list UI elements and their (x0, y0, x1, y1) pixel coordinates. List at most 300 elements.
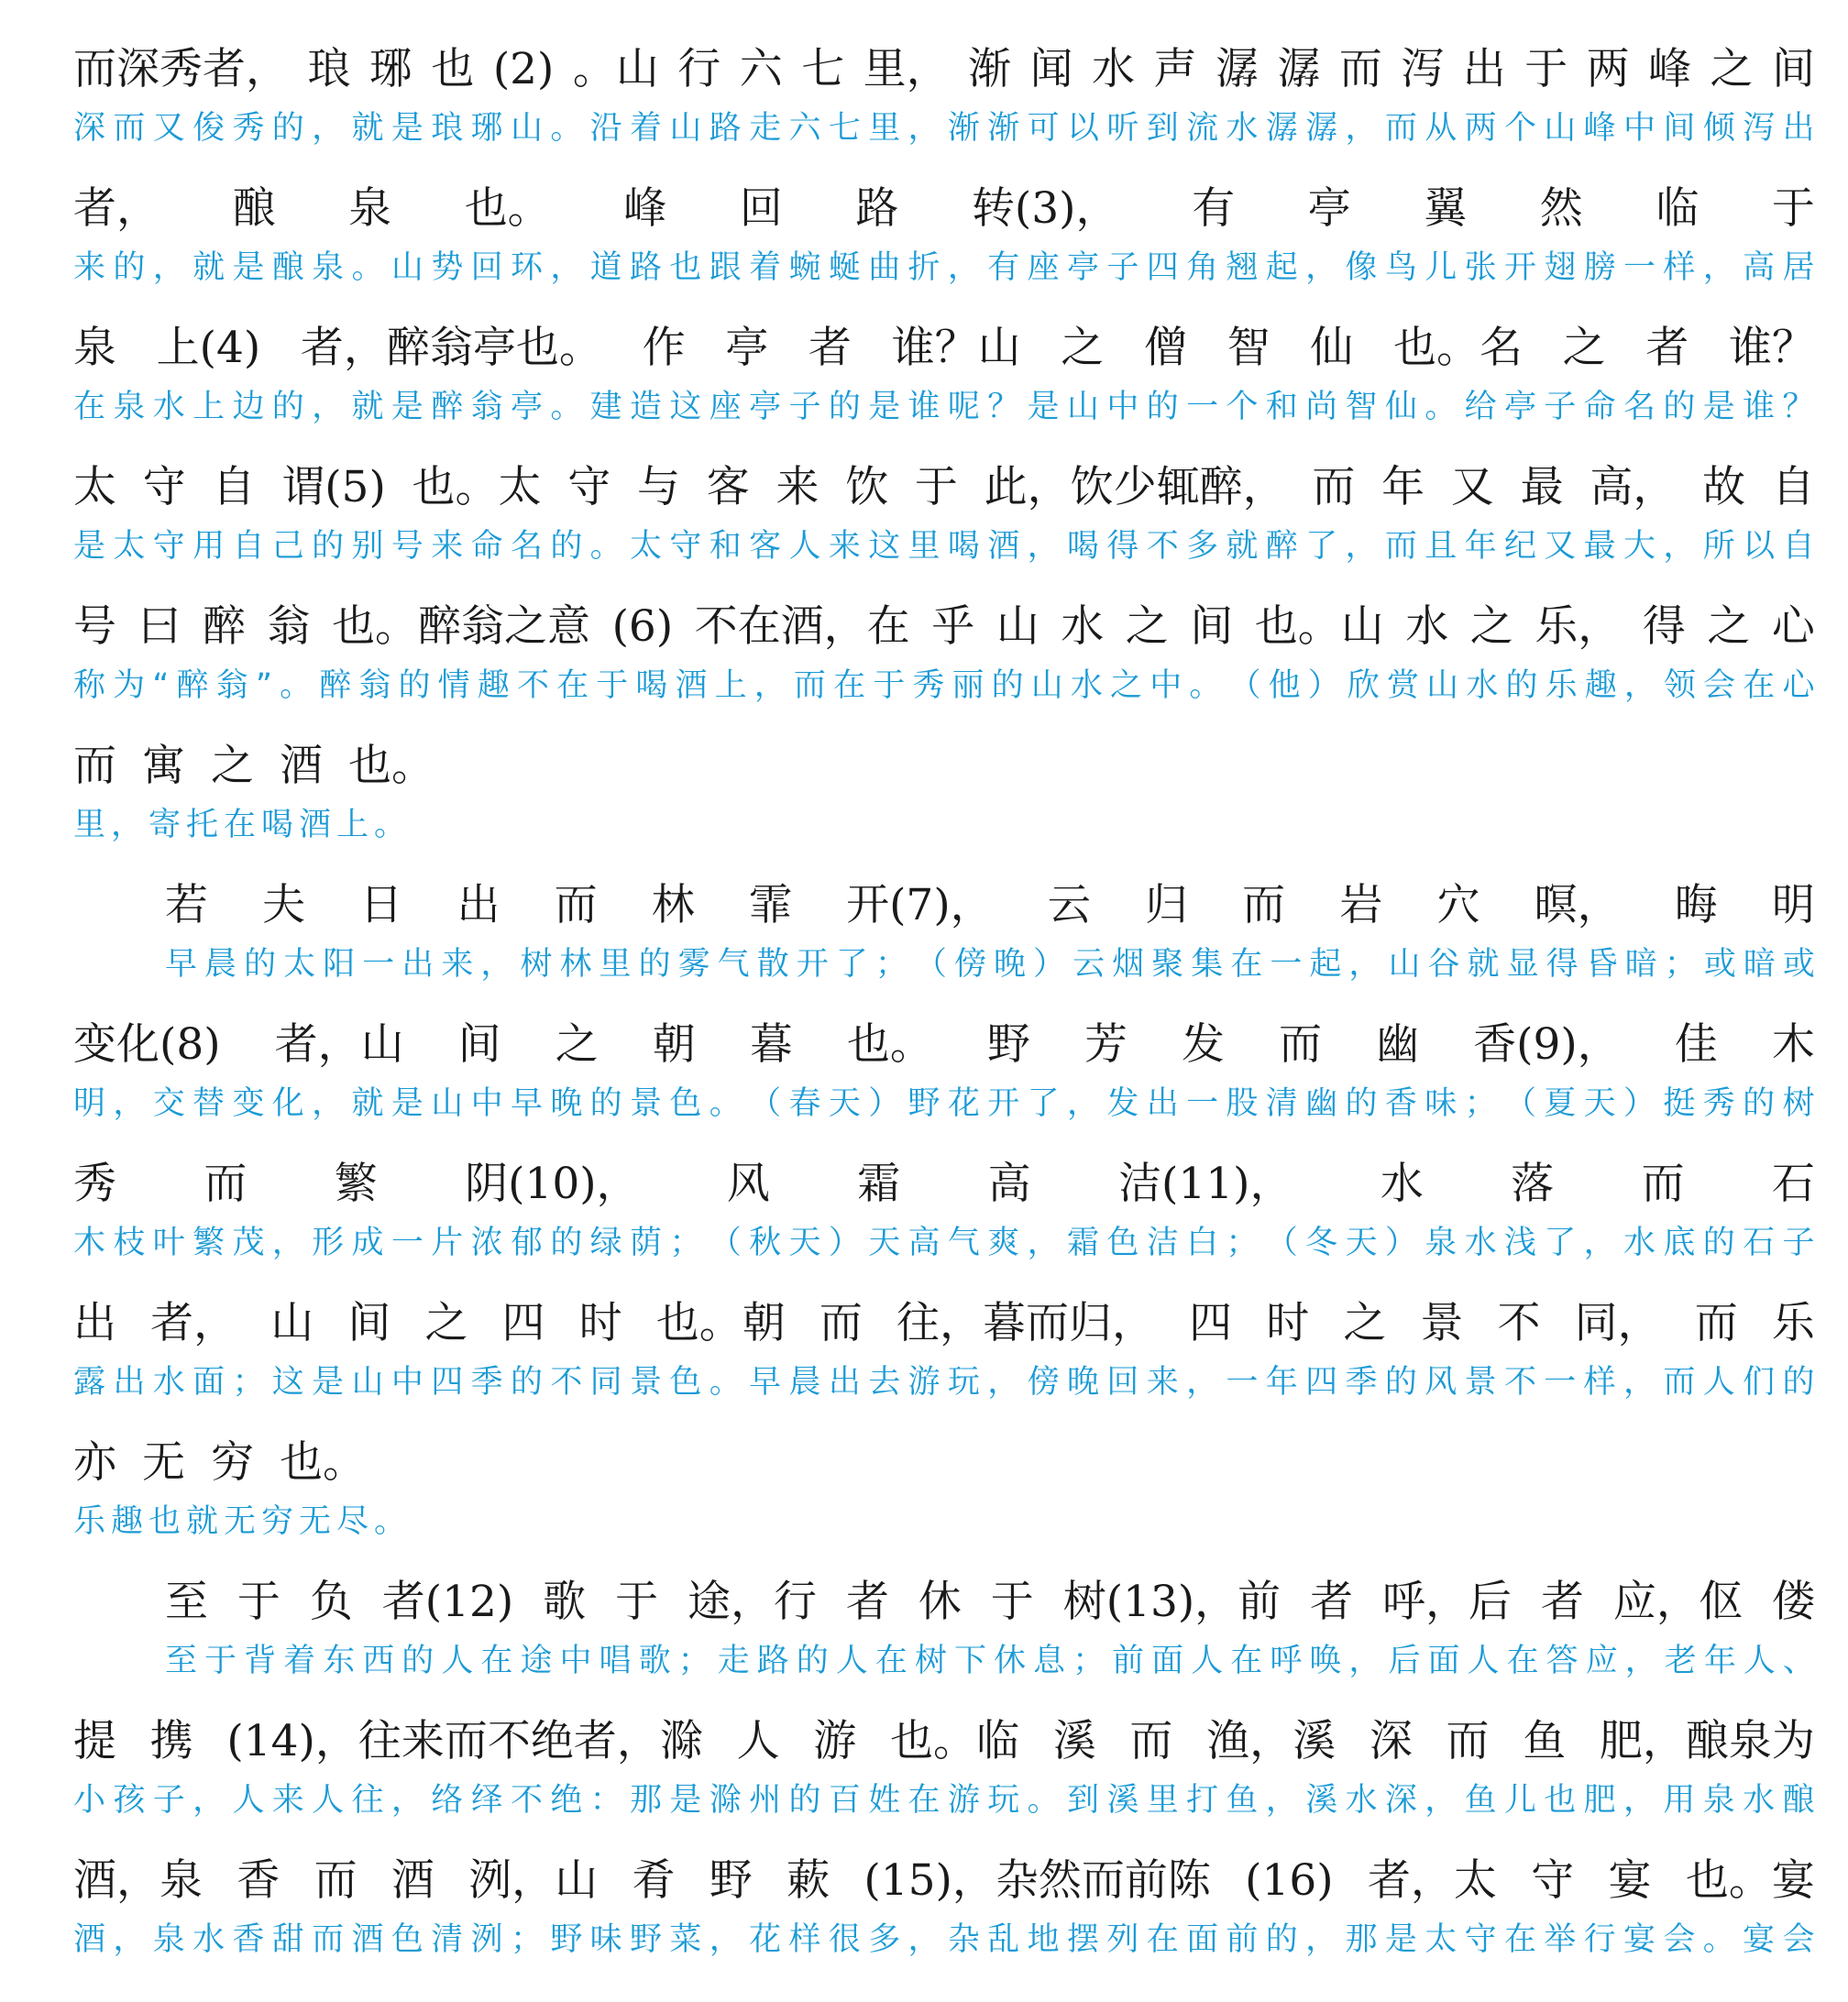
translation-char: 就 (1467, 946, 1500, 983)
original-segment: 智 (1226, 323, 1270, 373)
translation-char: 。 (1424, 389, 1458, 425)
translation-char: 七 (828, 110, 861, 147)
translation-char: 的 (510, 1364, 543, 1401)
translation-char: 茂 (232, 1225, 265, 1261)
translation-char: 和 (1265, 389, 1298, 425)
translation-char: 仙 (1384, 389, 1417, 425)
line-pair (73, 1569, 1815, 1687)
translation-char: ？ (987, 389, 1020, 425)
translation-char: 是 (1702, 389, 1735, 425)
translation-char: 沿 (589, 110, 622, 147)
translation-char: 子 (1106, 249, 1139, 286)
translation-char: 行 (1583, 1921, 1616, 1958)
translation-char: ， (113, 1921, 146, 1958)
original-segment: 不在酒，在 (694, 601, 910, 652)
translation-char: 到 (1146, 110, 1179, 147)
translation-char: ） (1384, 1225, 1417, 1261)
translation-char: 早 (749, 1364, 782, 1401)
translation-char: 琊 (470, 110, 503, 147)
translation-char: 云 (1072, 946, 1106, 983)
translation-char: 成 (351, 1225, 384, 1261)
translation-char: 答 (1546, 1643, 1578, 1679)
original-segment: 深 (1369, 1716, 1413, 1766)
translation-char: 他 (1268, 667, 1301, 704)
original-segment: 于 (990, 1577, 1034, 1627)
translation-char: 而 (1384, 528, 1417, 565)
translation-char: 和 (709, 528, 742, 565)
translation-char: 山 (390, 249, 424, 286)
translation-char: 后 (1388, 1643, 1421, 1679)
translation-char: 景 (1464, 1364, 1497, 1401)
translation-line (73, 1078, 1815, 1129)
translation-char: 也 (669, 249, 702, 286)
translation-char: 甜 (271, 1921, 304, 1958)
translation-char: 树 (520, 946, 553, 983)
translation-char: 霜 (1066, 1225, 1099, 1261)
translation-char: 一 (362, 946, 395, 983)
translation-char: 于 (204, 1643, 237, 1679)
translation-char: 鱼 (1464, 1782, 1497, 1819)
original-segment: 上(4) (156, 323, 261, 373)
original-segment: 回 (739, 183, 783, 234)
translation-char: 露 (73, 1364, 106, 1401)
translation-char: （ (1228, 667, 1261, 704)
translation-char: 。 (709, 1364, 742, 1401)
translation-char: 最 (1583, 528, 1616, 565)
original-segment: 也。 (280, 1437, 366, 1488)
original-segment: 亭 (725, 323, 769, 373)
translation-char: 秀 (1702, 1085, 1735, 1122)
translation-char: 翁 (470, 389, 503, 425)
translation-char: ； (677, 1643, 710, 1679)
translation-char: 泻 (1743, 110, 1776, 147)
original-segment: 不 (1497, 1298, 1541, 1348)
translation-char: 太 (283, 946, 316, 983)
translation-char: 。 (1189, 667, 1222, 704)
translation-char: 于 (873, 667, 906, 704)
original-segment: 转(3)， (971, 183, 1119, 234)
original-segment: 之 (1469, 601, 1513, 652)
translation-char: 样 (788, 1921, 821, 1958)
translation-char: 别 (351, 528, 384, 565)
translation-char: 是 (390, 110, 424, 147)
translation-char: 发 (1106, 1085, 1139, 1122)
translation-char: 游 (947, 1782, 980, 1819)
translation-char: 州 (749, 1782, 782, 1819)
translation-char: ） (1033, 946, 1066, 983)
translation-char: 聚 (1151, 946, 1184, 983)
translation-char: 洌 (470, 1921, 503, 1958)
translation-char: 的 (788, 1782, 821, 1819)
translation-char: 太 (630, 528, 663, 565)
original-segment: (6) (611, 601, 674, 652)
translation-char: 居 (1782, 249, 1815, 286)
original-text-line (73, 733, 1815, 799)
translation-char: 山 (1426, 667, 1459, 704)
translation-char: 晚 (1066, 1364, 1099, 1401)
original-segment: 风 (726, 1159, 770, 1209)
translation-char: 人 (835, 1643, 868, 1679)
original-segment: 而 (1338, 44, 1382, 94)
translation-char: 下 (953, 1643, 986, 1679)
translation-char: 形 (312, 1225, 345, 1261)
translation-char: 是 (232, 249, 265, 286)
translation-char: 清 (431, 1921, 464, 1958)
original-segment: 者， (150, 1298, 237, 1348)
translation-char: 走 (749, 110, 782, 147)
translation-char: 化 (271, 1085, 304, 1122)
translation-char: 欣 (1347, 667, 1380, 704)
translation-char: 像 (1345, 249, 1378, 286)
bilingual-text-page (73, 37, 1815, 1987)
original-segment: 水 (1092, 44, 1136, 94)
translation-char: 倾 (1702, 110, 1735, 147)
translation-char: 回 (1106, 1364, 1139, 1401)
original-segment: 呼，后 (1382, 1577, 1512, 1627)
translation-char: 个 (1226, 389, 1259, 425)
translation-char: ， (550, 249, 583, 286)
translation-char: 儿 (1424, 249, 1458, 286)
translation-char: 春 (788, 1085, 821, 1122)
translation-char: 野 (630, 1921, 663, 1958)
original-segment: 水 (1061, 601, 1105, 652)
translation-char: 至 (165, 1643, 198, 1679)
translation-char: 的 (1146, 389, 1179, 425)
translation-char: 在 (1146, 1921, 1179, 1958)
translation-char: 一 (390, 1225, 424, 1261)
translation-char: 情 (437, 667, 470, 704)
translation-char: ， (754, 667, 786, 704)
translation-char: ， (1027, 1225, 1060, 1261)
translation-char: 中 (470, 1085, 503, 1122)
translation-char: 为 (113, 667, 146, 704)
translation-char: 着 (749, 249, 782, 286)
translation-line (73, 381, 1815, 433)
translation-char: 在 (480, 1643, 513, 1679)
original-segment: 山 (996, 601, 1040, 652)
translation-char: 出 (828, 1364, 861, 1401)
translation-char: ， (1623, 1364, 1656, 1401)
translation-char: 滁 (709, 1782, 742, 1819)
translation-char: 溪 (1305, 1782, 1338, 1819)
translation-char: 六 (788, 110, 821, 147)
translation-char: 而 (1663, 1364, 1696, 1401)
translation-char: 不 (1503, 1364, 1536, 1401)
translation-char: ， (947, 249, 980, 286)
translation-char: 冬 (1305, 1225, 1338, 1261)
translation-char: 早 (510, 1085, 543, 1122)
translation-char: 景 (630, 1085, 663, 1122)
translation-char: 色 (669, 1364, 702, 1401)
translation-char: 往 (351, 1782, 384, 1819)
original-segment: 穴 (1436, 880, 1480, 930)
translation-char: 就 (192, 249, 226, 286)
translation-char: ， (1265, 1782, 1298, 1819)
translation-char: 香 (1384, 1085, 1417, 1122)
translation-char: 浓 (470, 1225, 503, 1261)
original-segment: 僧 (1143, 323, 1187, 373)
translation-char: 这 (868, 528, 901, 565)
translation-char: 玩 (987, 1782, 1020, 1819)
translation-char: 山 (1388, 946, 1421, 983)
translation-char: ， (908, 110, 940, 147)
translation-char: 喝 (1066, 528, 1099, 565)
original-text-line (73, 873, 1815, 939)
translation-char: 夏 (1544, 1085, 1577, 1122)
translation-char: 花 (947, 1085, 980, 1122)
translation-char: 烟 (1112, 946, 1145, 983)
line-pair (73, 1848, 1815, 1965)
translation-char: 孩 (113, 1782, 146, 1819)
translation-char: 天 (1583, 1085, 1616, 1122)
original-text-line (73, 1430, 1815, 1496)
original-segment: 林 (651, 880, 695, 930)
original-segment: 明 (1771, 880, 1815, 930)
translation-char: 西 (362, 1643, 395, 1679)
translation-char: 曲 (868, 249, 901, 286)
original-segment: 峰 (623, 183, 667, 234)
line-pair (73, 176, 1815, 293)
original-segment: 琅 (307, 44, 351, 94)
original-segment: 寓 (142, 741, 185, 791)
original-segment: 也。太 (412, 462, 542, 512)
translation-char: 回 (470, 249, 503, 286)
translation-char: ， (1027, 528, 1060, 565)
original-segment: 霜 (857, 1159, 901, 1209)
original-segment: 洁(11)， (1118, 1159, 1293, 1209)
translation-char: 季 (470, 1364, 503, 1401)
translation-char: ， (1623, 667, 1656, 704)
translation-char: 开 (1503, 249, 1536, 286)
translation-char: 个 (1503, 110, 1536, 147)
translation-char: 替 (192, 1085, 226, 1122)
translation-char: 子 (788, 389, 821, 425)
original-segment: 归 (1144, 880, 1188, 930)
original-segment: 酿 (232, 183, 276, 234)
line-pair (73, 873, 1815, 990)
translation-char: 出 (1782, 110, 1815, 147)
translation-char: 而 (793, 667, 826, 704)
translation-char: ） (868, 1085, 901, 1122)
translation-char: 叶 (152, 1225, 185, 1261)
original-segment: (14)，往来而不绝者，滁 (226, 1716, 703, 1766)
translation-char: 野 (908, 1085, 940, 1122)
translation-char: 绿 (589, 1225, 622, 1261)
translation-char: 太 (1424, 1921, 1458, 1958)
translation-line (73, 1217, 1815, 1269)
translation-char: 明 (73, 1085, 106, 1122)
translation-char: 应 (1585, 1643, 1618, 1679)
translation-char: 膀 (1583, 249, 1616, 286)
original-segment: 穷 (211, 1437, 254, 1488)
translation-char: 老 (1664, 1643, 1697, 1679)
translation-char: 在 (1230, 946, 1263, 983)
translation-char: 暗 (1624, 946, 1657, 983)
translation-char: 的 (589, 1085, 622, 1122)
translation-char: 里 (908, 528, 940, 565)
translation-char: 纪 (1503, 528, 1536, 565)
original-segment: 仙 (1310, 323, 1354, 373)
original-segment: 也。 (846, 1019, 933, 1070)
translation-char: 宴 (1623, 1921, 1656, 1958)
translation-char: “ (152, 667, 170, 704)
translation-char: ， (312, 1085, 345, 1122)
translation-char: 水 (1623, 1225, 1656, 1261)
translation-char: 来 (271, 1782, 304, 1819)
translation-char: 水 (1226, 110, 1259, 147)
original-segment: 间 (457, 1019, 501, 1070)
translation-char: 肥 (1583, 1782, 1616, 1819)
translation-char: 渐 (947, 110, 980, 147)
translation-char: 己 (271, 528, 304, 565)
original-segment: 六 (739, 44, 783, 94)
translation-line (73, 242, 1815, 293)
translation-char: 势 (431, 249, 464, 286)
translation-line (73, 521, 1815, 572)
translation-char: ” (255, 667, 272, 704)
translation-char: 季 (1345, 1364, 1378, 1401)
translation-char: 角 (1186, 249, 1219, 286)
translation-line (73, 103, 1815, 154)
line-pair (73, 1291, 1815, 1408)
translation-char: 喝 (635, 667, 668, 704)
original-segment: 泉 (73, 323, 116, 373)
translation-char: 的 (550, 1225, 583, 1261)
translation-char: 或 (1782, 946, 1815, 983)
translation-char: 从 (1424, 110, 1458, 147)
original-segment: 岩 (1339, 880, 1383, 930)
translation-char: 多 (868, 1921, 901, 1958)
original-text-line (73, 594, 1815, 660)
original-text-line (73, 176, 1815, 242)
translation-char: 人 (312, 1782, 345, 1819)
translation-line (73, 1357, 1815, 1408)
translation-char: 风 (1424, 1364, 1458, 1401)
translation-char: 起 (1309, 946, 1342, 983)
translation-char: ， (1186, 1364, 1219, 1401)
translation-char: 酒 (351, 1921, 384, 1958)
original-segment: 也。 (464, 183, 551, 234)
translation-char: 中 (390, 1364, 424, 1401)
original-segment: 乎 (931, 601, 975, 652)
translation-char: 树 (1782, 1085, 1815, 1122)
translation-char: ？ (1782, 389, 1815, 425)
translation-char: 琅 (431, 110, 464, 147)
original-segment: 野 (709, 1855, 753, 1906)
original-segment: 水 (1405, 601, 1449, 652)
translation-char: 来 (441, 946, 474, 983)
translation-char: 子 (1782, 1225, 1815, 1261)
translation-char: 的 (402, 1643, 434, 1679)
translation-char: 泉 (113, 389, 146, 425)
translation-char: 山 (669, 110, 702, 147)
translation-char: 年 (1464, 528, 1497, 565)
translation-char: 丽 (952, 667, 984, 704)
translation-char: 用 (192, 528, 226, 565)
translation-char: 洁 (1146, 1225, 1179, 1261)
original-segment: 时 (578, 1298, 622, 1348)
translation-char: 了 (1544, 1225, 1577, 1261)
translation-char: 智 (1345, 389, 1378, 425)
translation-char: 在 (1503, 1921, 1536, 1958)
original-segment: 闻 (1029, 44, 1073, 94)
translation-char: 深 (73, 110, 106, 147)
translation-char: 底 (1663, 1225, 1696, 1261)
original-segment: 号 (73, 601, 116, 652)
translation-char: 是 (390, 389, 424, 425)
original-segment: (16) (1245, 1855, 1334, 1906)
original-segment: 谁？ (1728, 323, 1815, 373)
translation-char: 息 (1033, 1643, 1066, 1679)
translation-char: 于 (596, 667, 629, 704)
original-segment: 之 (1707, 601, 1751, 652)
translation-char: ， (390, 1782, 424, 1819)
translation-char: 中 (559, 1643, 592, 1679)
translation-char: 菜 (669, 1921, 702, 1958)
original-segment: 年 (1381, 462, 1425, 512)
translation-char: 香 (232, 1921, 265, 1958)
translation-char: 翅 (1544, 249, 1577, 286)
translation-char: 面 (1151, 1643, 1184, 1679)
original-segment: 者 (1310, 1577, 1354, 1627)
original-segment: 者(12) (381, 1577, 514, 1627)
original-segment: 然 (1539, 183, 1583, 234)
original-segment: 出 (456, 880, 500, 930)
translation-char: 是 (73, 528, 106, 565)
translation-char: 山 (1030, 667, 1063, 704)
original-segment: 而 (1129, 1716, 1173, 1766)
translation-char: 唱 (599, 1643, 632, 1679)
original-segment: 守 (567, 462, 611, 512)
original-segment: 酒 (280, 741, 323, 791)
translation-char: 背 (244, 1643, 277, 1679)
original-segment: 行 (677, 44, 721, 94)
translation-char: 开 (987, 1085, 1020, 1122)
translation-char: 太 (113, 528, 146, 565)
translation-line (73, 1496, 1815, 1547)
translation-char: ， (1305, 249, 1338, 286)
original-segment: 而 (1312, 462, 1356, 512)
original-segment: 渔，溪 (1206, 1716, 1336, 1766)
translation-char: 以 (1743, 528, 1776, 565)
translation-char: 列 (1106, 1921, 1139, 1958)
original-segment: 人 (736, 1716, 780, 1766)
translation-char: 幽 (1305, 1085, 1338, 1122)
translation-char: 折 (908, 249, 940, 286)
translation-char: ， (908, 1921, 940, 1958)
translation-char: 前 (1112, 1643, 1145, 1679)
translation-char: ， (1663, 528, 1696, 565)
original-segment: 开(7)， (846, 880, 994, 930)
translation-char: ） (1307, 667, 1340, 704)
translation-char: 起 (1265, 249, 1298, 286)
translation-char: 枝 (113, 1225, 146, 1261)
translation-char: 两 (1464, 110, 1497, 147)
translation-char: （ (914, 946, 947, 983)
translation-char: 一 (1186, 1085, 1219, 1122)
translation-char: 里 (1146, 1782, 1179, 1819)
translation-char: 了 (835, 946, 868, 983)
original-segment: 而 (1279, 1019, 1323, 1070)
translation-char: ， (709, 1921, 742, 1958)
translation-char: 山 (351, 1364, 384, 1401)
translation-char: 天 (828, 1085, 861, 1122)
original-segment: 里， (863, 44, 950, 94)
translation-char: 年 (1703, 1643, 1736, 1679)
line-pair (73, 1430, 1815, 1547)
original-segment: 水 (1380, 1159, 1424, 1209)
translation-char: 得 (1106, 528, 1139, 565)
